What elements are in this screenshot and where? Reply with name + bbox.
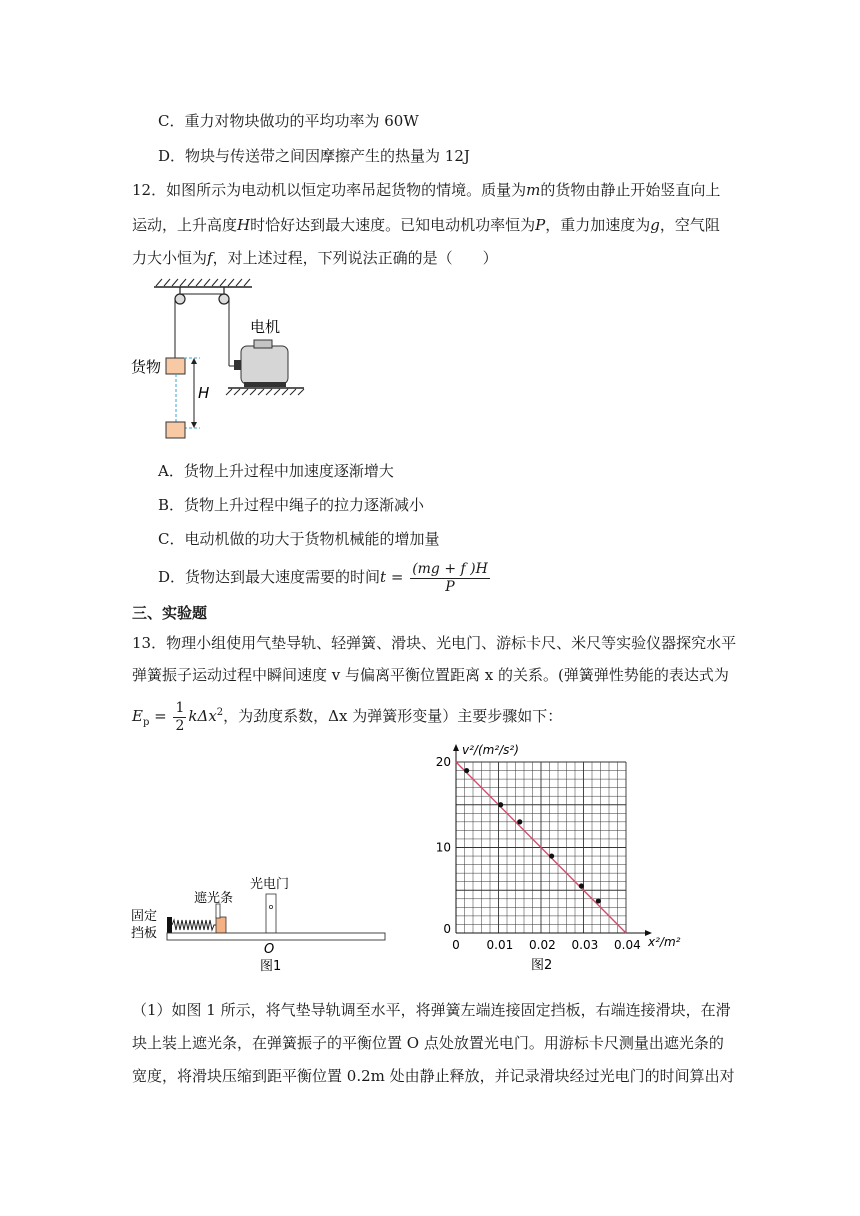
y-tick-label: 0 [443,922,451,936]
q13-para-line2: 块上装上遮光条，在弹簧振子的平衡位置 O 点处放置光电门。用游标卡尺测量出遮光条的 [132,1034,724,1052]
photo-gate [266,894,276,933]
height-label: H [198,384,210,402]
q11-option-c: C．重力对物块做功的平均功率为 60W [158,112,419,130]
data-point [579,883,584,888]
motor-body [241,346,288,384]
q12-stem-line2: 运动，上升高度H时恰好达到最大速度。已知电动机功率恒为P，重力加速度为g，空气阻 [132,216,720,234]
data-point [549,853,554,858]
svg-text:图1: 图1 [260,959,282,974]
q12-option-d-fraction: $\frac{(mg + f )H}{P}$ [412,560,488,595]
x-axis-label: x²/m² [648,935,681,949]
svg-text:O: O [264,942,275,957]
svg-text:挡板: 挡板 [131,926,158,941]
pulley-left-icon [175,294,185,304]
q11-option-d: D．物块与传送带之间因摩擦产生的热量为 12J [158,147,470,165]
slider-block [216,917,226,933]
x-tick-label: 0.01 [486,938,514,952]
track-rail [167,933,385,940]
q12-option-a: A．货物上升过程中加速度逐渐增大 [158,462,394,480]
light-strip [216,904,220,918]
q12-option-d: D．货物达到最大速度需要的时间t = $\frac{(mg + f )H}{P}$ [158,560,488,595]
y-axis-arrow [453,744,459,751]
data-point [596,898,601,903]
fig1-air-track [128,868,390,976]
fig2-chart [430,738,690,976]
y-tick-label: 20 [435,755,451,769]
x-tick-label: 0 [452,938,460,952]
y-tick-label: 10 [435,840,451,855]
svg-text:遮光条: 遮光条 [194,891,234,906]
q12-option-c: C．电动机做的功大于货物机械能的增加量 [158,530,440,548]
cargo-bottom-box [166,422,185,438]
q13-para-line1: （1）如图 1 所示，将气垫导轨调至水平，将弹簧左端连接固定挡板，右端连接滑块，在滑 [132,1001,731,1019]
svg-text:固定: 固定 [131,909,158,924]
q12-stem-line1: 12．如图所示为电动机以恒定功率吊起货物的情境。质量为m的货物由静止开始竖直向上 [132,181,721,199]
section-title-experiment: 三、实验题 [132,604,208,622]
q13-para-line3: 宽度，将滑块压缩到距平衡位置 0.2m 处由静止释放，并记录滑块经过光电门的时间算出对 [132,1067,735,1085]
motor-label: 电机 [250,318,281,336]
q12-motor-figure [128,278,318,458]
x-tick-label: 0.03 [571,938,599,952]
data-point [464,768,469,773]
q12-stem-line3: 力大小恒为f，对上述过程，下列说法正确的是（ ） [132,249,498,267]
data-point [498,802,503,807]
y-axis-label: v²/(m²/s²) [462,743,519,757]
cargo-top-box [166,358,185,374]
pulley-right-icon [219,294,229,304]
cargo-label: 货物 [131,358,162,376]
q12-option-b: B．货物上升过程中绳子的拉力逐渐减小 [158,496,425,514]
data-point [517,819,522,824]
q13-stem-line1: 13．物理小组使用气垫导轨、轻弹簧、滑块、光电门、游标卡尺、米尺等实验仪器探究水平 [132,634,737,652]
spring-icon [172,920,216,930]
svg-text:光电门: 光电门 [250,877,290,892]
x-tick-label: 0.02 [529,938,556,952]
q13-stem-line2: 弹簧振子运动过程中瞬间速度 v 与偏离平衡位置距离 x 的关系。(弹簧弹性势能的表达式为 [132,666,729,684]
x-tick-label: 0.04 [614,938,641,952]
q13-stem-line3: $E_p$ = $\frac{1}{2}$ kΔx$^2$，为劲度系数，Δx 为弹簧形变量）主要步骤如下： [132,699,563,734]
chart-caption: 图2 [531,958,553,973]
